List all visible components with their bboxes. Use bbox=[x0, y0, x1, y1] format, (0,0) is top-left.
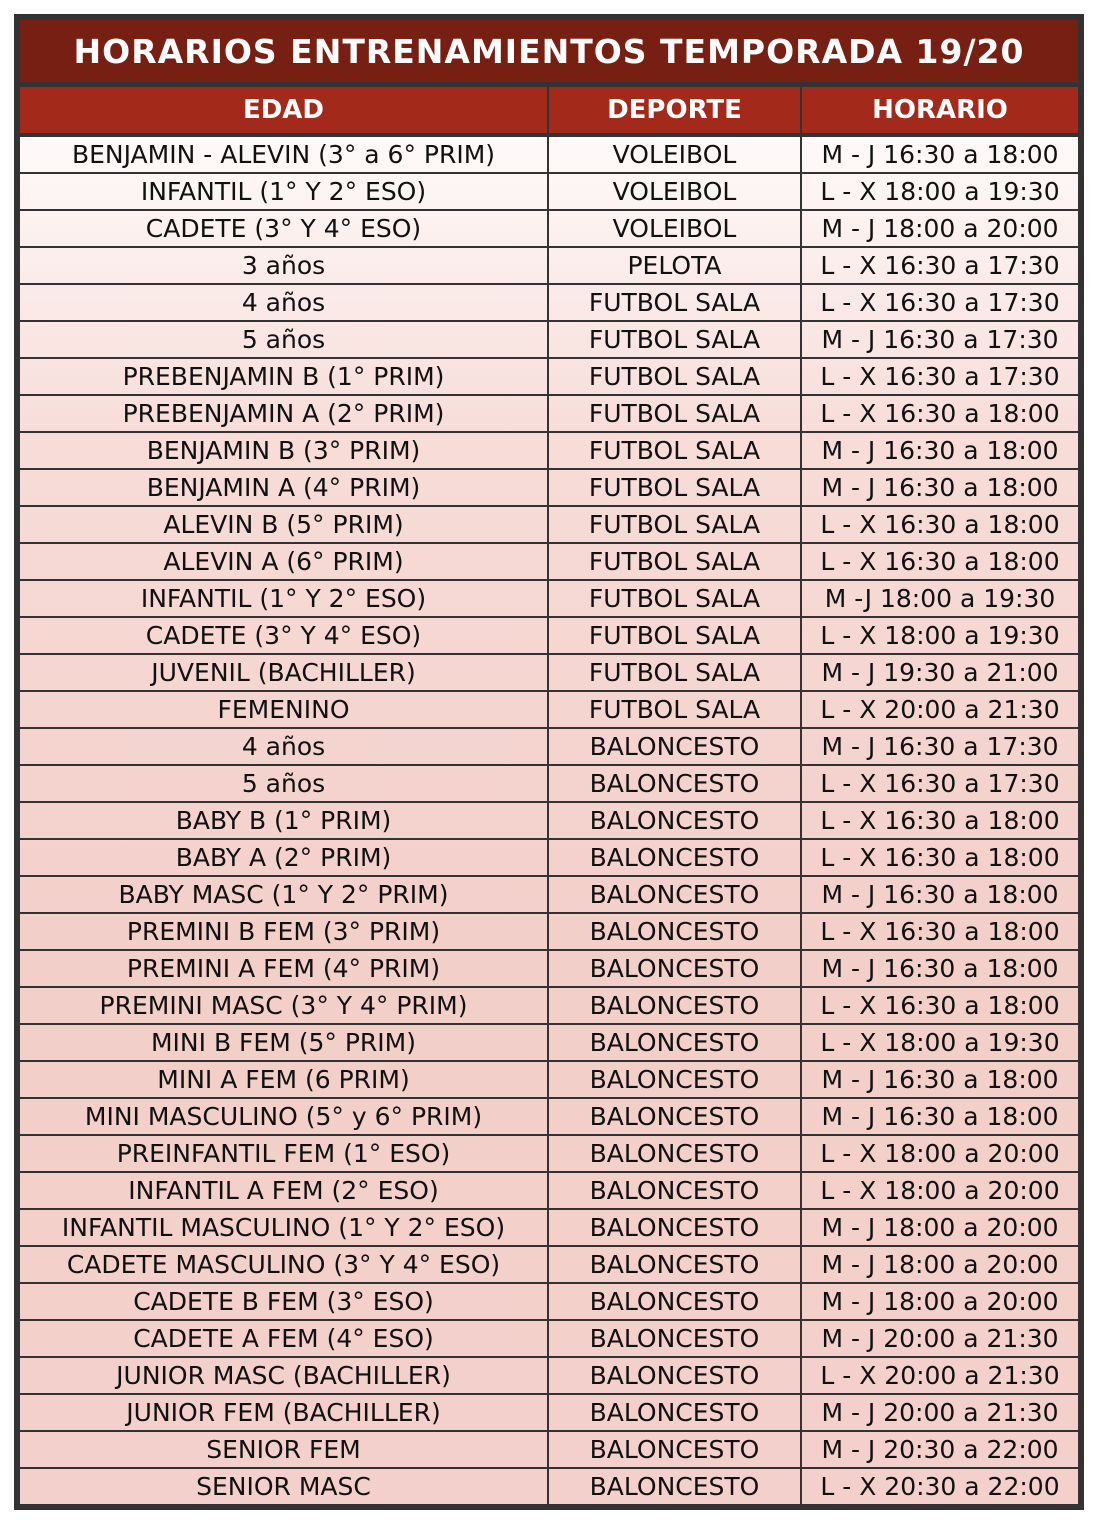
table-row bbox=[20, 358, 1078, 395]
cell-horario: L - X 18:00 a 20:00 bbox=[801, 1135, 1078, 1172]
schedule-frame bbox=[14, 14, 1084, 1510]
table-row bbox=[20, 839, 1078, 876]
table-row bbox=[20, 580, 1078, 617]
cell-edad: PREMINI B FEM (3° PRIM) bbox=[20, 913, 548, 950]
cell-deporte: BALONCESTO bbox=[548, 1431, 801, 1468]
cell-edad: SENIOR FEM bbox=[20, 1431, 548, 1468]
cell-edad: PREINFANTIL FEM (1° ESO) bbox=[20, 1135, 548, 1172]
cell-deporte: BALONCESTO bbox=[548, 1283, 801, 1320]
cell-horario: M -J 18:00 a 19:30 bbox=[801, 580, 1078, 617]
cell-deporte: BALONCESTO bbox=[548, 1468, 801, 1504]
cell-edad: BENJAMIN B (3° PRIM) bbox=[20, 432, 548, 469]
cell-deporte: FUTBOL SALA bbox=[548, 654, 801, 691]
table-row bbox=[20, 1061, 1078, 1098]
cell-edad: 4 años bbox=[20, 284, 548, 321]
cell-horario: L - X 16:30 a 18:00 bbox=[801, 913, 1078, 950]
table-row bbox=[20, 987, 1078, 1024]
cell-deporte: FUTBOL SALA bbox=[548, 321, 801, 358]
cell-edad: BENJAMIN A (4° PRIM) bbox=[20, 469, 548, 506]
cell-deporte: BALONCESTO bbox=[548, 1135, 801, 1172]
cell-deporte: BALONCESTO bbox=[548, 950, 801, 987]
cell-edad: MINI B FEM (5° PRIM) bbox=[20, 1024, 548, 1061]
table-row bbox=[20, 691, 1078, 728]
table-row bbox=[20, 913, 1078, 950]
cell-deporte: FUTBOL SALA bbox=[548, 469, 801, 506]
table-row bbox=[20, 247, 1078, 284]
page-title: HORARIOS ENTRENAMIENTOS TEMPORADA 19/20 bbox=[20, 20, 1078, 82]
cell-deporte: BALONCESTO bbox=[548, 1394, 801, 1431]
table-row bbox=[20, 1098, 1078, 1135]
cell-deporte: BALONCESTO bbox=[548, 876, 801, 913]
table-row bbox=[20, 1172, 1078, 1209]
cell-deporte: FUTBOL SALA bbox=[548, 432, 801, 469]
cell-edad: 5 años bbox=[20, 321, 548, 358]
cell-horario: L - X 20:00 a 21:30 bbox=[801, 1357, 1078, 1394]
table-row bbox=[20, 1135, 1078, 1172]
cell-horario: M - J 16:30 a 18:00 bbox=[801, 469, 1078, 506]
table-row bbox=[20, 284, 1078, 321]
cell-horario: M - J 16:30 a 18:00 bbox=[801, 950, 1078, 987]
schedule-table bbox=[20, 87, 1078, 1504]
cell-deporte: FUTBOL SALA bbox=[548, 691, 801, 728]
cell-edad: INFANTIL (1° Y 2° ESO) bbox=[20, 173, 548, 210]
cell-horario: M - J 16:30 a 18:00 bbox=[801, 1098, 1078, 1135]
cell-edad: MINI A FEM (6 PRIM) bbox=[20, 1061, 548, 1098]
cell-horario: L - X 16:30 a 18:00 bbox=[801, 802, 1078, 839]
cell-horario: L - X 16:30 a 18:00 bbox=[801, 543, 1078, 580]
cell-edad: JUNIOR FEM (BACHILLER) bbox=[20, 1394, 548, 1431]
column-header-edad: EDAD bbox=[20, 87, 548, 135]
cell-deporte: BALONCESTO bbox=[548, 1024, 801, 1061]
table-row bbox=[20, 135, 1078, 173]
cell-edad: 4 años bbox=[20, 728, 548, 765]
cell-edad: PREMINI A FEM (4° PRIM) bbox=[20, 950, 548, 987]
cell-edad: CADETE MASCULINO (3° Y 4° ESO) bbox=[20, 1246, 548, 1283]
cell-deporte: BALONCESTO bbox=[548, 1172, 801, 1209]
cell-deporte: BALONCESTO bbox=[548, 913, 801, 950]
cell-horario: L - X 18:00 a 19:30 bbox=[801, 1024, 1078, 1061]
cell-deporte: BALONCESTO bbox=[548, 765, 801, 802]
cell-horario: M - J 18:00 a 20:00 bbox=[801, 1246, 1078, 1283]
table-row bbox=[20, 395, 1078, 432]
cell-edad: MINI MASCULINO (5° y 6° PRIM) bbox=[20, 1098, 548, 1135]
cell-horario: M - J 16:30 a 18:00 bbox=[801, 1061, 1078, 1098]
cell-deporte: VOLEIBOL bbox=[548, 210, 801, 247]
cell-horario: M - J 18:00 a 20:00 bbox=[801, 210, 1078, 247]
table-row bbox=[20, 876, 1078, 913]
cell-deporte: BALONCESTO bbox=[548, 1061, 801, 1098]
cell-horario: L - X 18:00 a 19:30 bbox=[801, 617, 1078, 654]
table-row bbox=[20, 1209, 1078, 1246]
table-row bbox=[20, 950, 1078, 987]
cell-deporte: BALONCESTO bbox=[548, 1209, 801, 1246]
cell-edad: CADETE B FEM (3° ESO) bbox=[20, 1283, 548, 1320]
table-row bbox=[20, 1320, 1078, 1357]
cell-edad: 5 años bbox=[20, 765, 548, 802]
cell-edad: INFANTIL MASCULINO (1° Y 2° ESO) bbox=[20, 1209, 548, 1246]
cell-edad: JUNIOR MASC (BACHILLER) bbox=[20, 1357, 548, 1394]
cell-edad: INFANTIL A FEM (2° ESO) bbox=[20, 1172, 548, 1209]
cell-horario: M - J 19:30 a 21:00 bbox=[801, 654, 1078, 691]
table-row bbox=[20, 506, 1078, 543]
cell-deporte: BALONCESTO bbox=[548, 1246, 801, 1283]
cell-edad: FEMENINO bbox=[20, 691, 548, 728]
cell-deporte: FUTBOL SALA bbox=[548, 284, 801, 321]
table-row bbox=[20, 728, 1078, 765]
column-header-deporte: DEPORTE bbox=[548, 87, 801, 135]
cell-deporte: PELOTA bbox=[548, 247, 801, 284]
cell-edad: PREBENJAMIN B (1° PRIM) bbox=[20, 358, 548, 395]
cell-edad: 3 años bbox=[20, 247, 548, 284]
cell-horario: L - X 16:30 a 18:00 bbox=[801, 987, 1078, 1024]
table-row bbox=[20, 617, 1078, 654]
cell-deporte: VOLEIBOL bbox=[548, 135, 801, 173]
cell-edad: BABY B (1° PRIM) bbox=[20, 802, 548, 839]
cell-deporte: BALONCESTO bbox=[548, 839, 801, 876]
cell-deporte: BALONCESTO bbox=[548, 987, 801, 1024]
cell-horario: M - J 18:00 a 20:00 bbox=[801, 1209, 1078, 1246]
cell-horario: M - J 16:30 a 17:30 bbox=[801, 321, 1078, 358]
cell-edad: ALEVIN B (5° PRIM) bbox=[20, 506, 548, 543]
cell-edad: CADETE (3° Y 4° ESO) bbox=[20, 210, 548, 247]
column-header-horario: HORARIO bbox=[801, 87, 1078, 135]
cell-edad: BENJAMIN - ALEVIN (3° a 6° PRIM) bbox=[20, 135, 548, 173]
cell-deporte: FUTBOL SALA bbox=[548, 543, 801, 580]
cell-horario: L - X 20:00 a 21:30 bbox=[801, 691, 1078, 728]
table-row bbox=[20, 802, 1078, 839]
cell-horario: M - J 20:00 a 21:30 bbox=[801, 1320, 1078, 1357]
cell-edad: SENIOR MASC bbox=[20, 1468, 548, 1504]
cell-horario: L - X 16:30 a 17:30 bbox=[801, 765, 1078, 802]
table-row bbox=[20, 1246, 1078, 1283]
cell-deporte: VOLEIBOL bbox=[548, 173, 801, 210]
cell-horario: M - J 20:30 a 22:00 bbox=[801, 1431, 1078, 1468]
cell-deporte: BALONCESTO bbox=[548, 1357, 801, 1394]
cell-horario: M - J 18:00 a 20:00 bbox=[801, 1283, 1078, 1320]
cell-deporte: BALONCESTO bbox=[548, 1098, 801, 1135]
cell-deporte: FUTBOL SALA bbox=[548, 506, 801, 543]
table-header-row bbox=[20, 87, 1078, 135]
cell-horario: L - X 16:30 a 17:30 bbox=[801, 284, 1078, 321]
table-row bbox=[20, 1468, 1078, 1504]
cell-horario: M - J 16:30 a 18:00 bbox=[801, 135, 1078, 173]
table-row bbox=[20, 1283, 1078, 1320]
cell-edad: INFANTIL (1° Y 2° ESO) bbox=[20, 580, 548, 617]
table-row bbox=[20, 321, 1078, 358]
table-row bbox=[20, 432, 1078, 469]
cell-deporte: FUTBOL SALA bbox=[548, 358, 801, 395]
table-row bbox=[20, 210, 1078, 247]
cell-horario: L - X 16:30 a 17:30 bbox=[801, 247, 1078, 284]
table-row bbox=[20, 1431, 1078, 1468]
table-row bbox=[20, 1024, 1078, 1061]
cell-edad: PREMINI MASC (3° Y 4° PRIM) bbox=[20, 987, 548, 1024]
table-row bbox=[20, 173, 1078, 210]
cell-edad: BABY MASC (1° Y 2° PRIM) bbox=[20, 876, 548, 913]
cell-edad: CADETE A FEM (4° ESO) bbox=[20, 1320, 548, 1357]
cell-horario: M - J 16:30 a 18:00 bbox=[801, 432, 1078, 469]
cell-deporte: BALONCESTO bbox=[548, 728, 801, 765]
cell-horario: M - J 20:00 a 21:30 bbox=[801, 1394, 1078, 1431]
cell-horario: L - X 16:30 a 17:30 bbox=[801, 358, 1078, 395]
cell-horario: M - J 16:30 a 17:30 bbox=[801, 728, 1078, 765]
table-row bbox=[20, 1357, 1078, 1394]
cell-deporte: BALONCESTO bbox=[548, 1320, 801, 1357]
cell-deporte: FUTBOL SALA bbox=[548, 617, 801, 654]
cell-edad: BABY A (2° PRIM) bbox=[20, 839, 548, 876]
cell-horario: L - X 20:30 a 22:00 bbox=[801, 1468, 1078, 1504]
cell-horario: L - X 18:00 a 20:00 bbox=[801, 1172, 1078, 1209]
cell-edad: JUVENIL (BACHILLER) bbox=[20, 654, 548, 691]
cell-deporte: BALONCESTO bbox=[548, 802, 801, 839]
cell-edad: ALEVIN A (6° PRIM) bbox=[20, 543, 548, 580]
table-row bbox=[20, 543, 1078, 580]
cell-horario: L - X 16:30 a 18:00 bbox=[801, 839, 1078, 876]
cell-edad: PREBENJAMIN A (2° PRIM) bbox=[20, 395, 548, 432]
cell-horario: L - X 16:30 a 18:00 bbox=[801, 506, 1078, 543]
cell-deporte: FUTBOL SALA bbox=[548, 395, 801, 432]
cell-horario: L - X 16:30 a 18:00 bbox=[801, 395, 1078, 432]
cell-edad: CADETE (3° Y 4° ESO) bbox=[20, 617, 548, 654]
table-row bbox=[20, 654, 1078, 691]
cell-deporte: FUTBOL SALA bbox=[548, 580, 801, 617]
table-row bbox=[20, 765, 1078, 802]
table-row bbox=[20, 1394, 1078, 1431]
table-row bbox=[20, 469, 1078, 506]
cell-horario: M - J 16:30 a 18:00 bbox=[801, 876, 1078, 913]
cell-horario: L - X 18:00 a 19:30 bbox=[801, 173, 1078, 210]
